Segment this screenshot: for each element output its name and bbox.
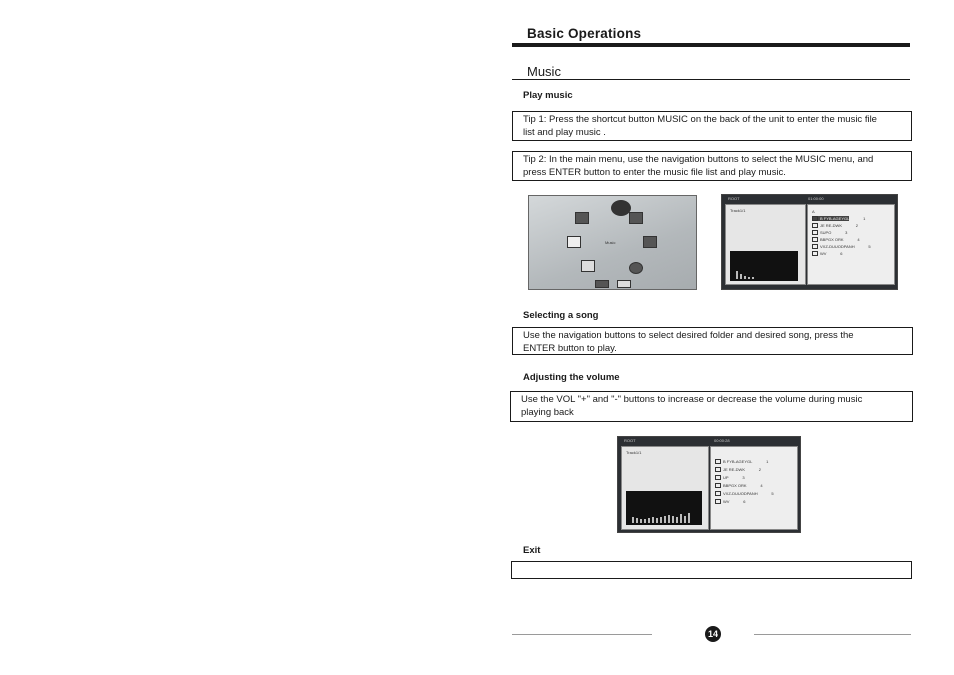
play-music-heading: Play music <box>523 90 573 101</box>
headphones-icon <box>611 200 631 216</box>
shot1-header-right: 01:00:00 <box>808 196 824 201</box>
selecting-song-box <box>512 327 913 355</box>
footer-rule-right <box>754 634 911 635</box>
shot2-item: JE RE-DWK 2 <box>715 467 745 472</box>
clock-icon <box>617 280 631 288</box>
volume-heading: Adjusting the volume <box>523 372 620 383</box>
page-number: 14 <box>705 626 721 642</box>
tip1-box <box>512 111 912 141</box>
shot1-header-left: ROOT <box>728 196 740 201</box>
main-menu-screenshot <box>528 195 697 290</box>
shot1-item: B FYB-AGEYGL 1 <box>812 216 849 221</box>
media-icon <box>643 236 657 248</box>
shot2-header-right: 00:00:28 <box>714 438 730 443</box>
subsection-title: Music <box>527 64 561 79</box>
video-icon <box>629 212 643 224</box>
shot1-item: WV 6 <box>812 251 826 256</box>
selecting-song-heading: Selecting a song <box>523 310 599 321</box>
section-title: Basic Operations <box>527 26 642 41</box>
tip2-line1: Tip 2: In the main menu, use the navigation buttons to select the MUSIC menu, and <box>523 154 874 165</box>
file-list-screenshot-1 <box>721 194 898 290</box>
game-icon <box>595 280 609 288</box>
shot2-header-left: ROOT <box>624 438 636 443</box>
tip2-box <box>512 151 912 181</box>
exit-box <box>511 561 912 579</box>
volume-box <box>510 391 913 422</box>
shot1-spectrum <box>730 251 798 281</box>
subsection-divider <box>512 79 910 80</box>
file-list-screenshot-2 <box>617 436 801 533</box>
shot2-item: VXZ-DUUODPANH 5 <box>715 491 758 496</box>
tip2-line2: press ENTER button to enter the music file list and play music. <box>523 166 786 178</box>
photo-icon <box>575 212 589 224</box>
volume-line1: Use the VOL "+" and "-" buttons to increase or decrease the volume during music <box>521 394 863 405</box>
calendar-icon <box>581 260 595 272</box>
shot1-current-track: Track1/1 <box>730 208 746 213</box>
section-divider <box>512 43 910 47</box>
settings-gear-icon <box>629 262 643 274</box>
shot2-item: B FYB-AGEYGL 1 <box>715 459 752 464</box>
shot2-spectrum <box>626 491 702 525</box>
volume-line2: playing back <box>521 406 574 418</box>
shot1-item: BBPGX ORK 4 <box>812 237 844 242</box>
shot2-item: UP 3 <box>715 475 729 480</box>
tip1-line1: Tip 1: Press the shortcut button MUSIC on the back of the unit to enter the music file <box>523 114 877 125</box>
shot1-player-pane <box>725 204 806 285</box>
shot2-current-track: Track1/1 <box>626 450 642 455</box>
footer-rule-left <box>512 634 652 635</box>
shot1-item: A <box>812 209 815 214</box>
exit-heading: Exit <box>523 545 541 556</box>
shot2-player-pane <box>621 446 709 530</box>
shot1-item: SUPO 3 <box>812 230 831 235</box>
shot1-item: JE RE-DWK 2 <box>812 223 842 228</box>
selecting-song-line2: ENTER button to play. <box>523 342 617 354</box>
shot2-item: WV 6 <box>715 499 729 504</box>
shot1-item: VXZ-DUUODPANH 5 <box>812 244 855 249</box>
shot1-file-pane <box>807 204 895 285</box>
shot2-file-pane <box>710 446 798 530</box>
selecting-song-line1: Use the navigation buttons to select desired folder and desired song, press the <box>523 330 854 341</box>
document-icon <box>567 236 581 248</box>
menu-center-label: Music <box>605 240 616 245</box>
tip1-line2: list and play music . <box>523 126 606 138</box>
shot2-item: BBPGX ORK 4 <box>715 483 747 488</box>
